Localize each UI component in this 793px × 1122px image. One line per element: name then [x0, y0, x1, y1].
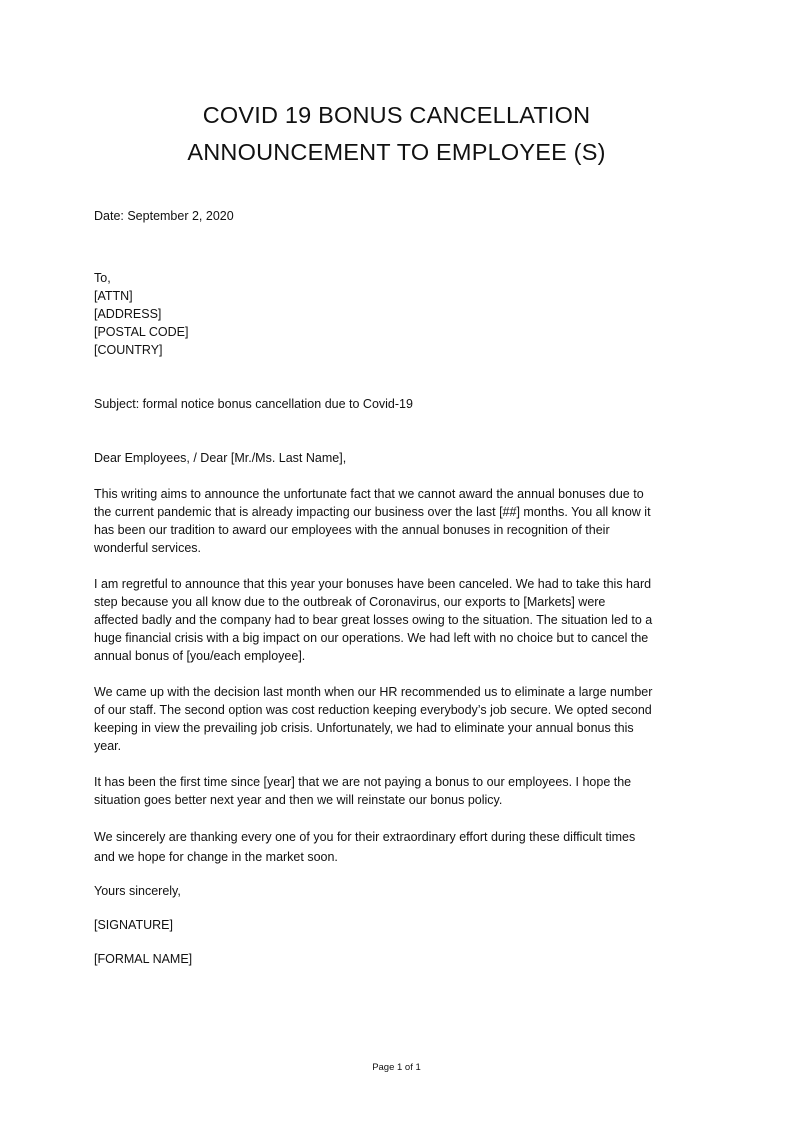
paragraph-3 — [94, 683, 706, 755]
letter-salutation: Dear Employees, / Dear [Mr./Ms. Last Name], — [94, 451, 347, 465]
paragraph-line: situation goes better next year and then we will reinstate our bonus policy. — [94, 793, 503, 807]
paragraph-2 — [94, 575, 706, 665]
paragraph-line: We came up with the decision last month when our HR recommended us to eliminate a large number — [94, 685, 653, 699]
paragraph-5 — [94, 827, 706, 867]
title-line-1: COVID 19 BONUS CANCELLATION — [202, 102, 591, 128]
signature-placeholder: [SIGNATURE] — [94, 918, 173, 932]
address-country: [COUNTRY] — [94, 343, 163, 357]
paragraph-line: affected badly and the company had to bear great losses owing to the situation. The situation led to a — [94, 613, 653, 627]
address-postal-code: [POSTAL CODE] — [94, 325, 189, 339]
paragraph-line: It has been the first time since [year] that we are not paying a bonus to our employees. I hope the — [94, 775, 632, 789]
paragraph-line: the current pandemic that is already impacting our business over the last [##] months. You all know it — [94, 505, 651, 519]
letter-date: Date: September 2, 2020 — [94, 209, 234, 223]
paragraph-line: of our staff. The second option was cost reduction keeping everybody’s job secure. We opted second — [94, 703, 652, 717]
formal-name-placeholder: [FORMAL NAME] — [94, 952, 193, 966]
paragraph-line: I am regretful to announce that this year your bonuses have been canceled. We had to take this hard — [94, 577, 652, 591]
letter-body — [94, 207, 706, 968]
document-title — [0, 97, 793, 171]
title-line-2: ANNOUNCEMENT TO EMPLOYEE (S) — [187, 139, 606, 165]
paragraph-1 — [94, 485, 706, 557]
address-to: To, — [94, 271, 111, 285]
paragraph-line: step because you all know due to the outbreak of Coronavirus, our exports to [Markets] were — [94, 595, 606, 609]
paragraph-line: and we hope for change in the market soon. — [94, 850, 338, 864]
paragraph-line: keeping in view the prevailing job crisis. Unfortunately, we had to eliminate your annual bonus this — [94, 721, 634, 735]
paragraph-line: huge financial crisis with a big impact on our operations. We had left with no choice but to cancel the — [94, 631, 649, 645]
page-number-footer: Page 1 of 1 — [372, 1062, 421, 1073]
address-attn: [ATTN] — [94, 289, 133, 303]
paragraph-4 — [94, 773, 706, 809]
recipient-address — [94, 269, 706, 359]
letter-closing: Yours sincerely, — [94, 884, 181, 898]
paragraph-line: annual bonus of [you/each employee]. — [94, 649, 306, 663]
paragraph-line: has been our tradition to award our employees with the annual bonuses in recognition of their — [94, 523, 610, 537]
letter-subject: Subject: formal notice bonus cancellation due to Covid-19 — [94, 397, 413, 411]
paragraph-line: We sincerely are thanking every one of you for their extraordinary effort during these difficult times — [94, 830, 636, 844]
address-street: [ADDRESS] — [94, 307, 162, 321]
paragraph-line: wonderful services. — [94, 541, 201, 555]
paragraph-line: year. — [94, 739, 122, 753]
paragraph-line: This writing aims to announce the unfortunate fact that we cannot award the annual bonuses due to — [94, 487, 644, 501]
